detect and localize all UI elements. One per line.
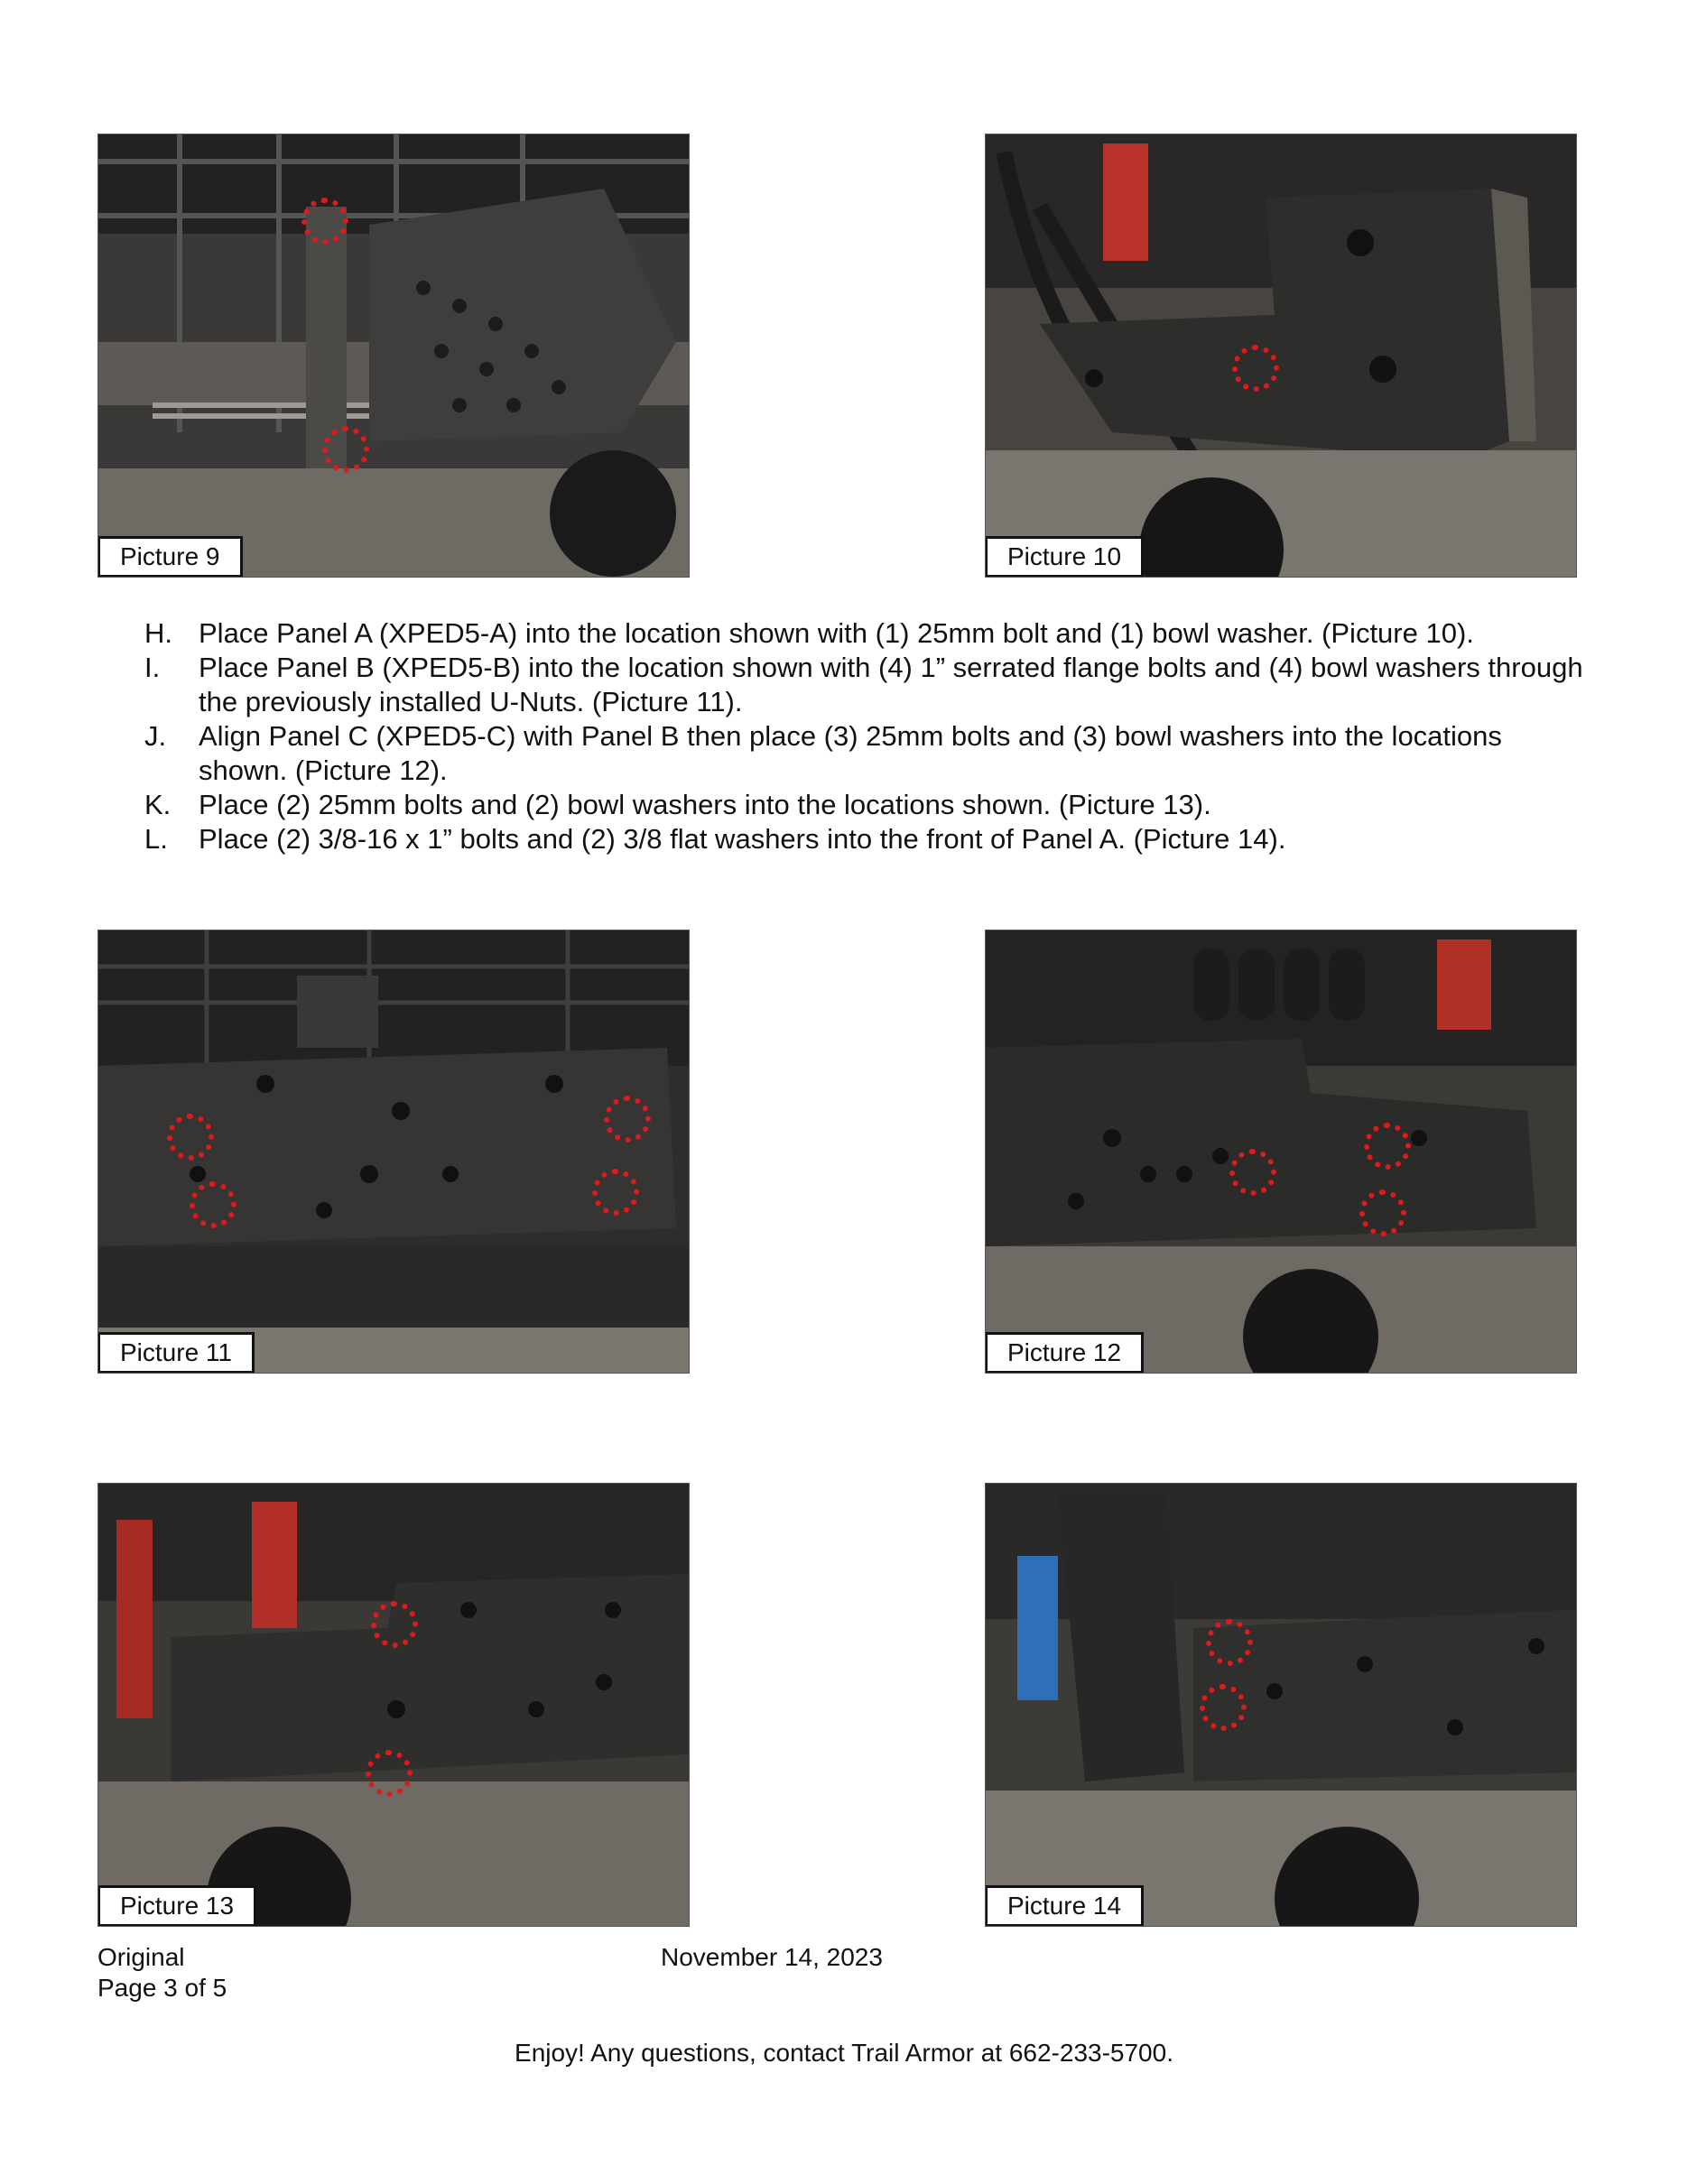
bolt-location-marker: [371, 1601, 418, 1648]
step-text: Place (2) 3/8-16 x 1” bolts and (2) 3/8 flat washers into the front of Panel A. (Picture 14).: [199, 823, 1286, 855]
bolt-location-marker: [592, 1169, 639, 1216]
picture-caption: Picture 13: [97, 1885, 256, 1927]
step-letter: I.: [144, 652, 161, 683]
step-letter: K.: [144, 789, 172, 820]
step-text: Place Panel B (XPED5-B) into the location shown with (4) 1” serrated flange bolts and (4) bowl washers through the previously installed U-Nuts. (Picture 11).: [199, 652, 1583, 717]
bolt-location-marker: [190, 1181, 237, 1228]
revision-label: Original: [97, 1943, 185, 1971]
photo-picture-11: [97, 930, 690, 1374]
bolt-location-marker: [604, 1096, 651, 1143]
photo-picture-14: [985, 1483, 1577, 1927]
bolt-location-marker: [1364, 1123, 1411, 1170]
picture-caption: Picture 11: [97, 1332, 255, 1374]
instruction-list: [144, 616, 1589, 856]
instruction-step-j: [144, 719, 1589, 788]
instruction-step-l: [144, 822, 1589, 856]
document-date: November 14, 2023: [661, 1943, 883, 1971]
photo-picture-12: [985, 930, 1577, 1374]
step-text: Place (2) 25mm bolts and (2) bowl washers into the locations shown. (Picture 13).: [199, 789, 1211, 820]
photo-underside-frame: [98, 134, 689, 577]
bolt-location-marker: [322, 426, 369, 473]
photo-picture-13: [97, 1483, 690, 1927]
step-letter: H.: [144, 617, 172, 649]
bolt-location-marker: [1200, 1684, 1247, 1731]
photo-panel-c: [986, 930, 1576, 1373]
instruction-step-i: [144, 651, 1589, 719]
step-text: Align Panel C (XPED5-C) with Panel B then place (3) 25mm bolts and (3) bowl washers into the locations shown. (Picture 12).: [199, 720, 1502, 786]
bolt-location-marker: [1229, 1149, 1276, 1196]
page-number: Page 3 of 5: [97, 1974, 227, 2002]
photo-panel-a: [986, 134, 1576, 577]
bolt-location-marker: [167, 1114, 214, 1161]
footer-revision-block: [97, 1942, 227, 2004]
photo-panel-rear: [98, 1484, 689, 1926]
picture-caption: Picture 10: [985, 536, 1144, 578]
step-letter: L.: [144, 823, 168, 855]
instruction-step-h: [144, 616, 1589, 651]
bolt-location-marker: [1206, 1619, 1253, 1666]
picture-caption: Picture 12: [985, 1332, 1144, 1374]
bolt-location-marker: [1232, 345, 1279, 392]
instruction-step-k: [144, 788, 1589, 822]
photo-picture-9: [97, 134, 690, 578]
contact-line: Enjoy! Any questions, contact Trail Armor at 662-233-5700.: [515, 2039, 1173, 2067]
picture-caption: Picture 9: [97, 536, 243, 578]
step-letter: J.: [144, 720, 167, 752]
step-text: Place Panel A (XPED5-A) into the location shown with (1) 25mm bolt and (1) bowl washer. (Picture 10).: [199, 617, 1474, 649]
bolt-location-marker: [1359, 1189, 1406, 1236]
bolt-location-marker: [301, 198, 348, 245]
picture-caption: Picture 14: [985, 1885, 1144, 1927]
bolt-location-marker: [366, 1750, 413, 1797]
photo-picture-10: [985, 134, 1577, 578]
photo-panel-a-front: [986, 1484, 1576, 1926]
